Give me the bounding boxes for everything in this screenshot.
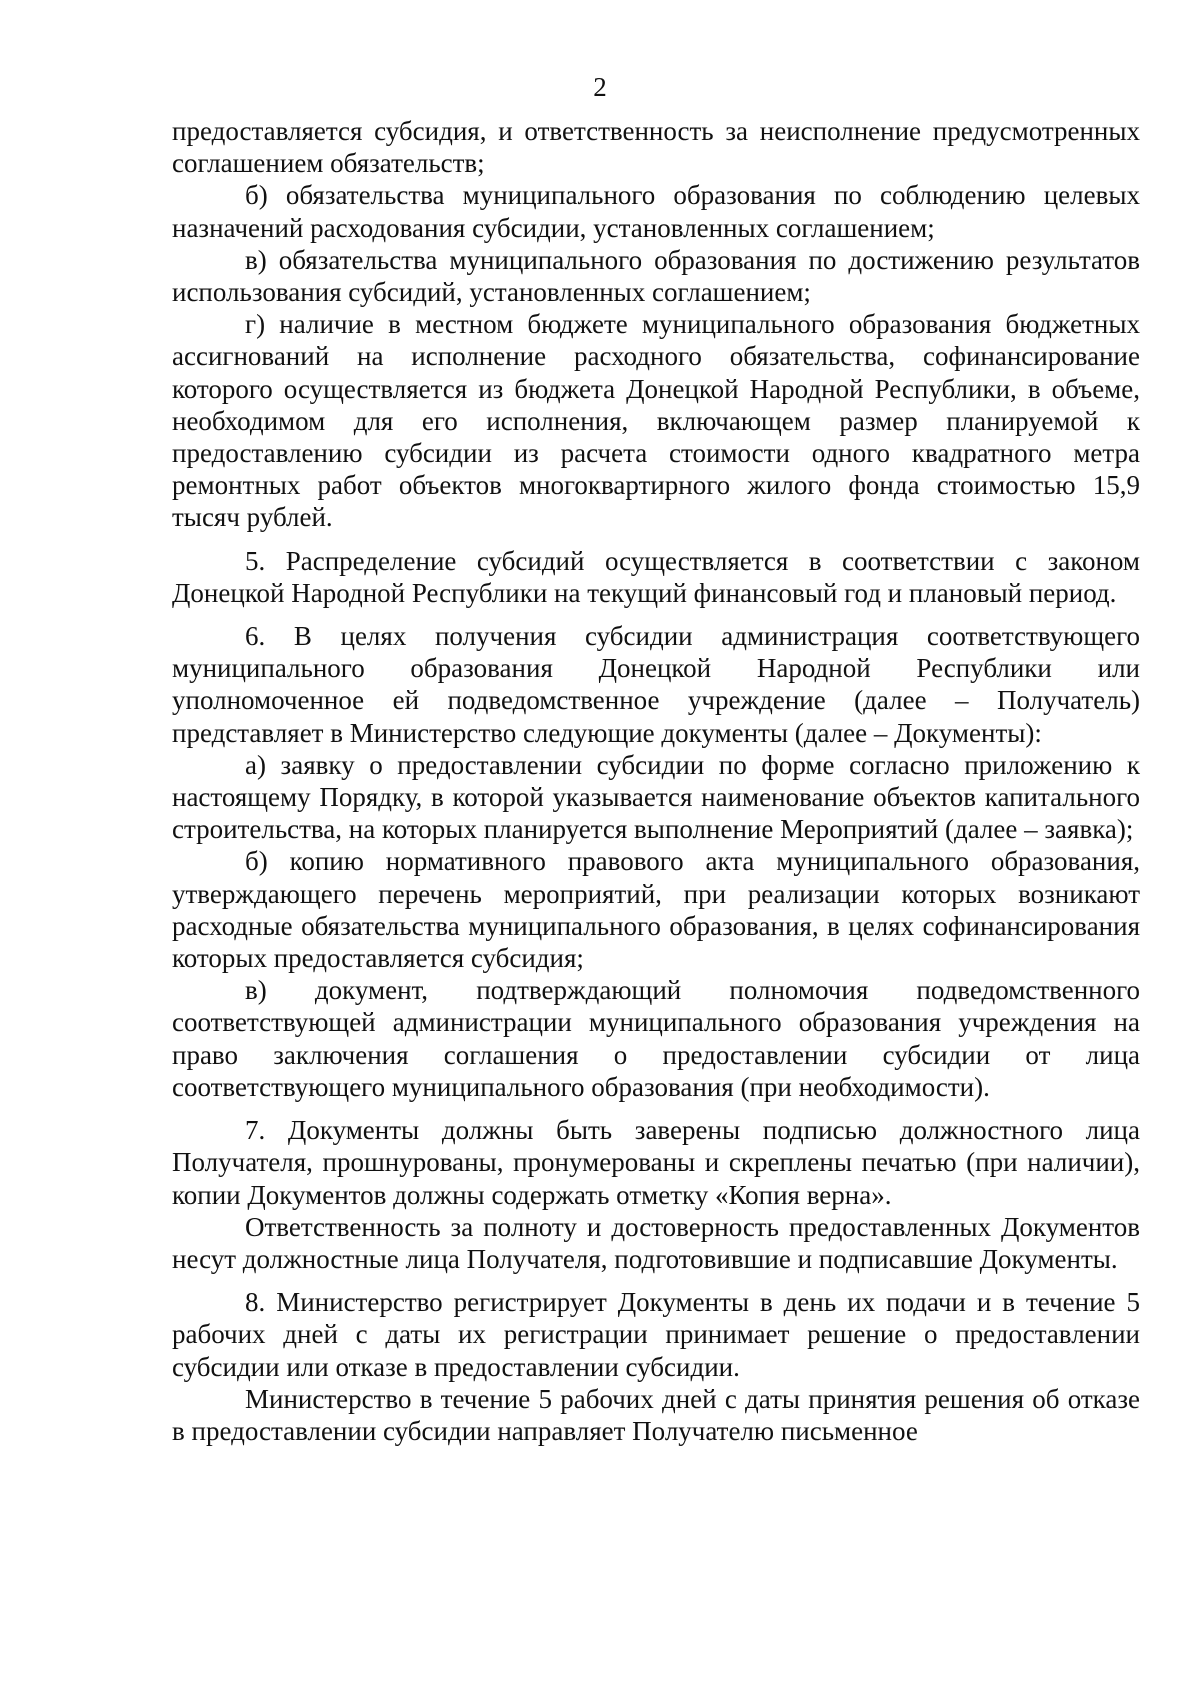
paragraph-8-refusal: Министерство в течение 5 рабочих дней с даты принятия решения об отказе в предоставлении субсидии направляет Получателю письменное (172, 1383, 1140, 1446)
paragraph-6-item-a: а) заявку о предоставлении субсидии по форме согласно приложению к настоящему Порядку, в которой указывается наименование объектов капитального строительства, на которых планируется выполнение Мероприятий (далее – заявка); (172, 749, 1140, 845)
paragraph-7-responsibility: Ответственность за полноту и достоверность предоставленных Документов несут должностные лица Получателя, подготовившие и подписавшие Документы. (172, 1211, 1140, 1274)
paragraph-8: 8. Министерство регистрирует Документы в день их подачи и в течение 5 рабочих дней с даты их регистрации принимает решение о предоставлении субсидии или отказе в предоставлении субсидии. (172, 1287, 1140, 1382)
paragraph-6-item-b: б) копию нормативного правового акта муниципального образования, утверждающего перечень мероприятий, при реализации которых возникают расходные обязательства муниципального образования, в целях софинансирования которых предоставляется субсидия; (172, 846, 1140, 974)
paragraph-continuation: предоставляется субсидия, и ответственность за неисполнение предусмотренных соглашением обязательств; (172, 116, 1140, 179)
page-number: 2 (593, 72, 607, 102)
paragraph-5: 5. Распределение субсидий осуществляется в соответствии с законом Донецкой Народной Республики на текущий финансовый год и плановый период. (172, 545, 1140, 608)
paragraph-item-b: б) обязательства муниципального образования по соблюдению целевых назначений расходования субсидии, установленных соглашением; (172, 180, 1140, 243)
paragraph-7: 7. Документы должны быть заверены подписью должностного лица Получателя, прошнурованы, пронумерованы и скреплены печатью (при наличии), копии Документов должны содержать отметку «Копия верна». (172, 1115, 1140, 1210)
paragraph-item-g: г) наличие в местном бюджете муниципального образования бюджетных ассигнований на исполнение расходного обязательства, софинансирование которого осуществляется из бюджета Донецкой Народной Республики, в объеме, необходимом для его исполнения, включающем размер планируемой к предоставлению субсидии из расчета стоимости одного квадратного метра ремонтных работ объектов многоквартирного жилого фонда стоимостью 15,9 тысяч рублей. (172, 309, 1140, 533)
paragraph-item-v: в) обязательства муниципального образования по достижению результатов использования субсидий, установленных соглашением; (172, 244, 1140, 308)
document-body (172, 115, 1140, 1447)
paragraph-6: 6. В целях получения субсидии администрация соответствующего муниципального образования Донецкой Народной Республики или уполномоченное ей подведомственное учреждение (далее – Получатель) представляет в Министерство следующие документы (далее – Документы): (172, 621, 1140, 748)
paragraph-6-item-v: в) документ, подтверждающий полномочия подведомственного соответствующей администрации муниципального образования учреждения на право заключения соглашения о предоставлении субсидии от лица соответствующего муниципального образования (при необходимости). (172, 975, 1140, 1102)
